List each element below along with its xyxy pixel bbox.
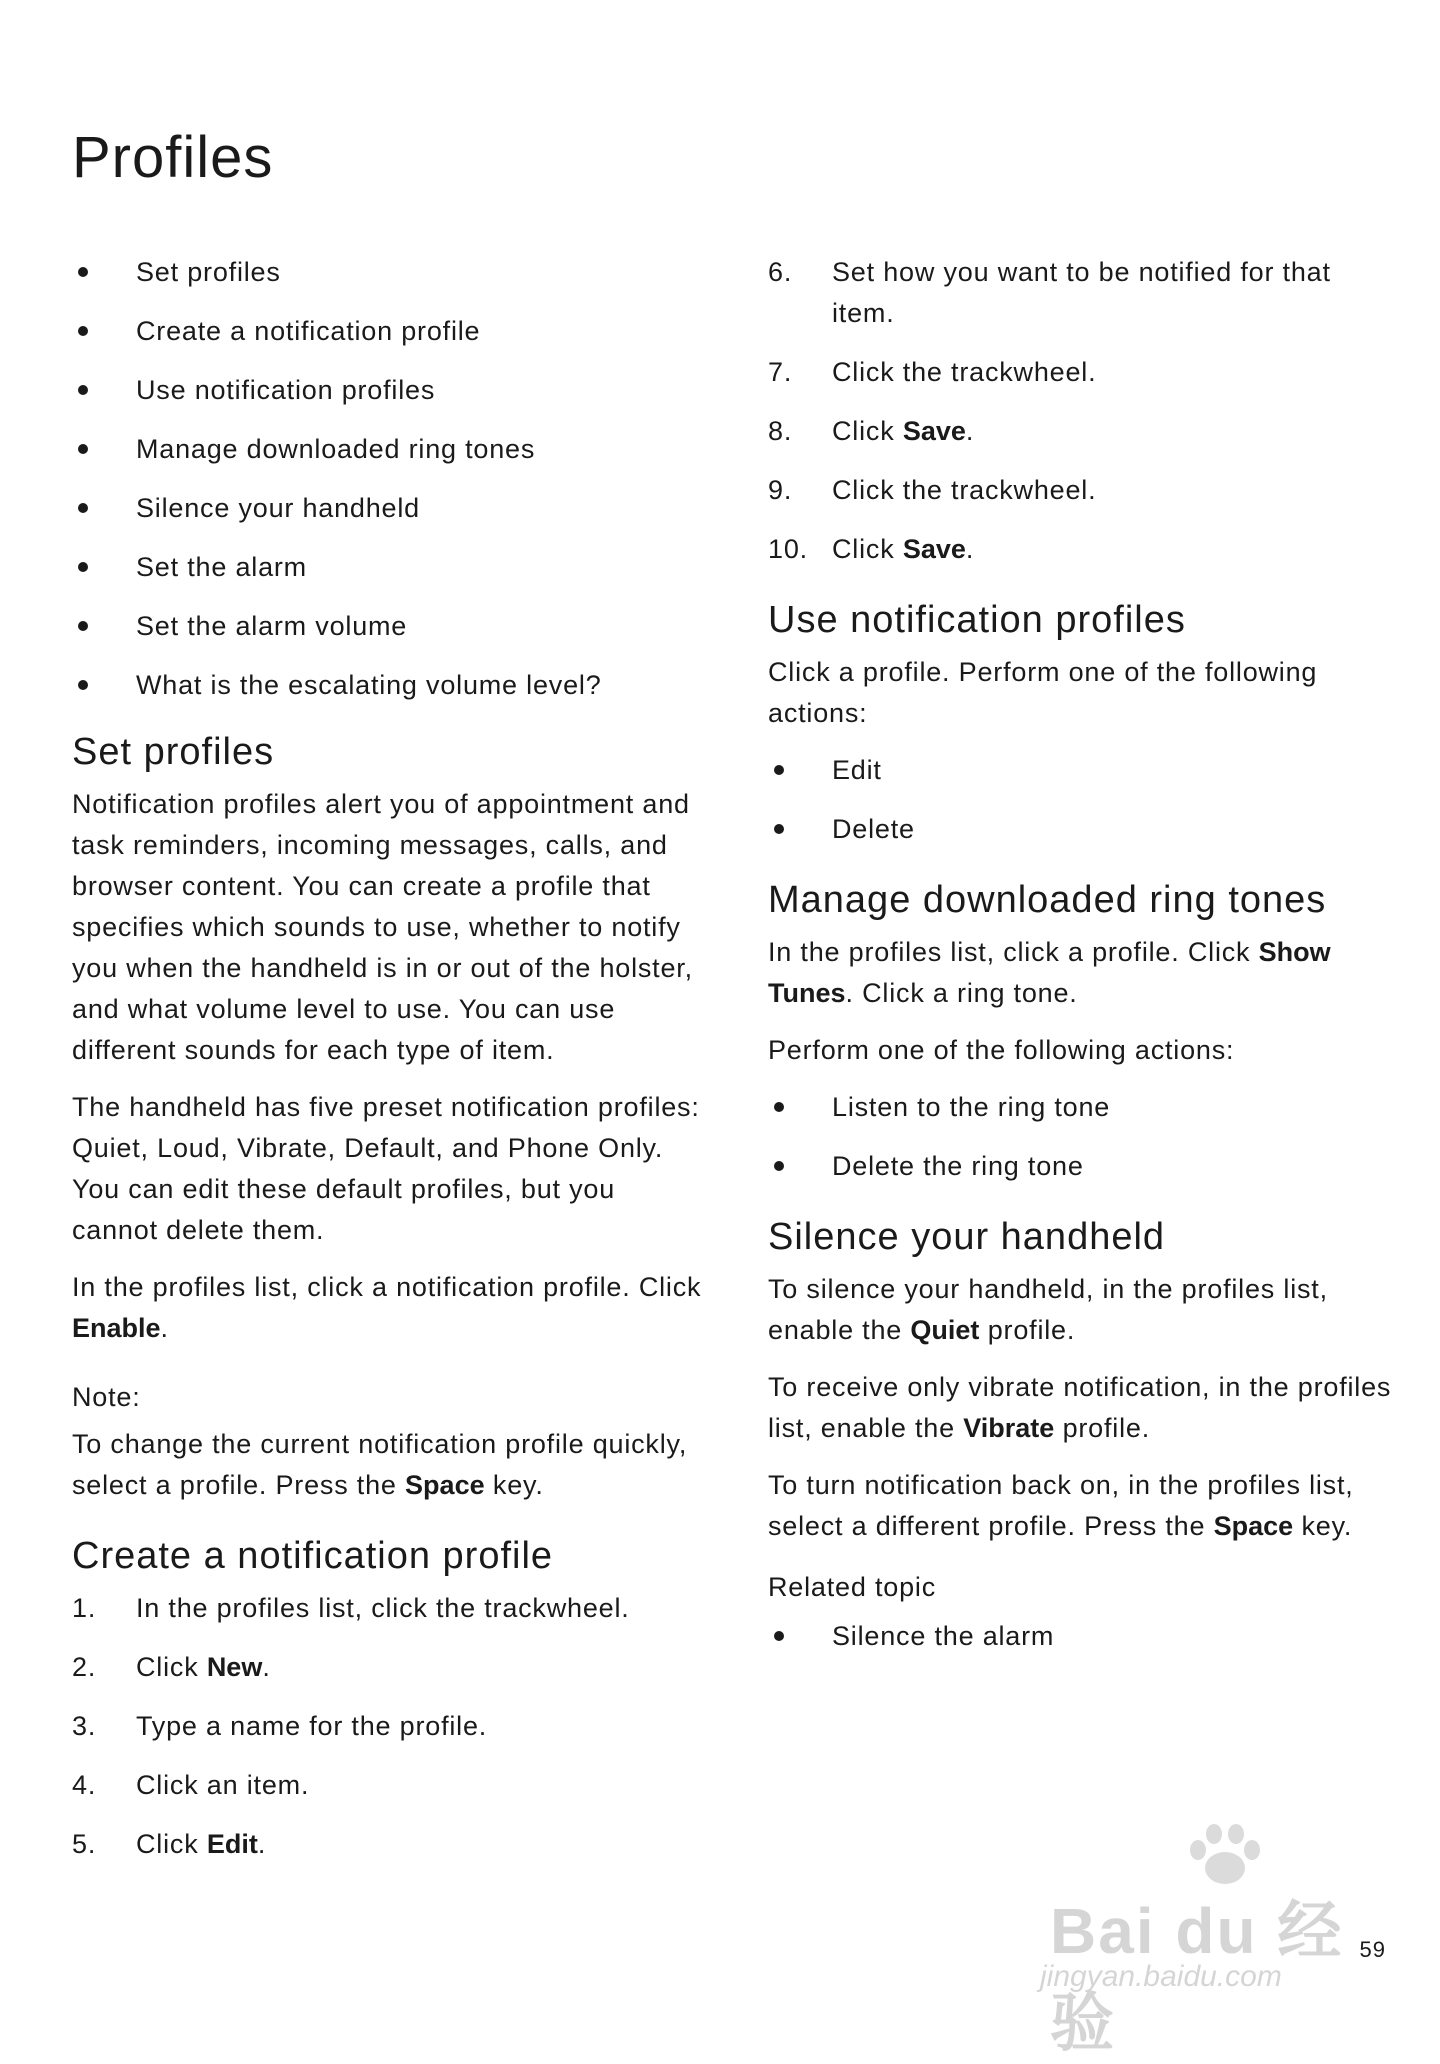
list-item: Silence your handheld: [72, 488, 702, 529]
step-item: 7. Click the trackwheel.: [768, 357, 1097, 387]
ring-tone-actions-list: [768, 1087, 1398, 1187]
note-text: To change the current notification profile quickly, select a profile. Press the Space key.: [72, 1429, 688, 1500]
list-item: What is the escalating volume level?: [72, 665, 702, 706]
ui-term: Show Tunes: [768, 937, 1331, 1008]
watermark-url: jingyan.baidu.com: [1040, 1960, 1282, 1993]
section-heading-create-profile: Create a notification profile: [72, 1535, 554, 1577]
step-item: 2. Click New.: [72, 1652, 271, 1682]
section-heading-silence: Silence your handheld: [768, 1216, 1166, 1258]
step-item: 8. Click Save.: [768, 416, 975, 446]
paragraph: In the profiles list, click a notification profile. Click Enable.: [72, 1272, 702, 1343]
watermark-brand: Bai du 经验: [1050, 1895, 1344, 2059]
step-item: 9. Click the trackwheel.: [768, 475, 1097, 505]
paragraph: To receive only vibrate notification, in the profiles list, enable the Vibrate profile.: [768, 1372, 1392, 1443]
ui-term: Enable: [72, 1313, 161, 1343]
step-item: 6. Set how you want to be notified for that item.: [768, 257, 1331, 328]
right-column: [768, 252, 1398, 1675]
related-topic-label: Related topic: [768, 1572, 936, 1602]
list-item: Set the alarm: [72, 547, 702, 588]
list-item: Listen to the ring tone: [768, 1087, 1398, 1128]
list-item: Delete: [768, 809, 1398, 850]
steps-list: [72, 1588, 702, 1865]
list-item: Manage downloaded ring tones: [72, 429, 702, 470]
step-item: 10. Click Save.: [768, 534, 975, 564]
list-item: Use notification profiles: [72, 370, 702, 411]
paragraph: Click a profile. Perform one of the following actions:: [768, 657, 1318, 728]
related-topic-list: [768, 1616, 1398, 1657]
list-item: Set the alarm volume: [72, 606, 702, 647]
step-item: 5. Click Edit.: [72, 1829, 267, 1859]
related-topic-link[interactable]: Silence the alarm: [768, 1616, 1398, 1657]
step-item: 1. In the profiles list, click the trackwheel.: [72, 1593, 630, 1623]
list-item: Set profiles: [72, 252, 702, 293]
ui-term: Vibrate: [963, 1413, 1055, 1443]
page-title: Profiles: [72, 125, 274, 190]
steps-list-continued: [768, 252, 1398, 570]
ui-term: Space: [1213, 1511, 1294, 1541]
list-item: Create a notification profile: [72, 311, 702, 352]
paragraph: Perform one of the following actions:: [768, 1035, 1235, 1065]
baidu-watermark: [1030, 1820, 1380, 2059]
paragraph: To turn notification back on, in the profiles list, select a different profile. Press the Space key.: [768, 1470, 1354, 1541]
list-item: Edit: [768, 750, 1398, 791]
left-column: [72, 252, 702, 1883]
section-heading-ring-tones: Manage downloaded ring tones: [768, 879, 1327, 921]
note-label: Note:: [72, 1382, 141, 1412]
actions-list: [768, 750, 1398, 850]
section-heading-set-profiles: Set profiles: [72, 731, 275, 773]
paragraph: Notification profiles alert you of appointment and task reminders, incoming messages, calls, and browser content. You can create a profile that specifies which sounds to use, whether to notify you when the handheld is in or out of the holster, and what volume level to use. You can use different sounds for each type of item.: [72, 789, 693, 1065]
paragraph: The handheld has five preset notification profiles: Quiet, Loud, Vibrate, Default, and Phone Only. You can edit these default profiles, but you cannot delete them.: [72, 1092, 700, 1245]
list-item: Delete the ring tone: [768, 1146, 1398, 1187]
paragraph: In the profiles list, click a profile. Click Show Tunes. Click a ring tone.: [768, 937, 1331, 1008]
step-item: 4. Click an item.: [72, 1770, 310, 1800]
ui-term: Quiet: [910, 1315, 980, 1345]
section-heading-use-profiles: Use notification profiles: [768, 599, 1186, 641]
paragraph: To silence your handheld, in the profiles list, enable the Quiet profile.: [768, 1274, 1328, 1345]
toc-list: [72, 252, 702, 706]
step-item: 3. Type a name for the profile.: [72, 1711, 488, 1741]
ui-term: Space: [405, 1470, 485, 1500]
page-number: 59: [1359, 1937, 1386, 1962]
